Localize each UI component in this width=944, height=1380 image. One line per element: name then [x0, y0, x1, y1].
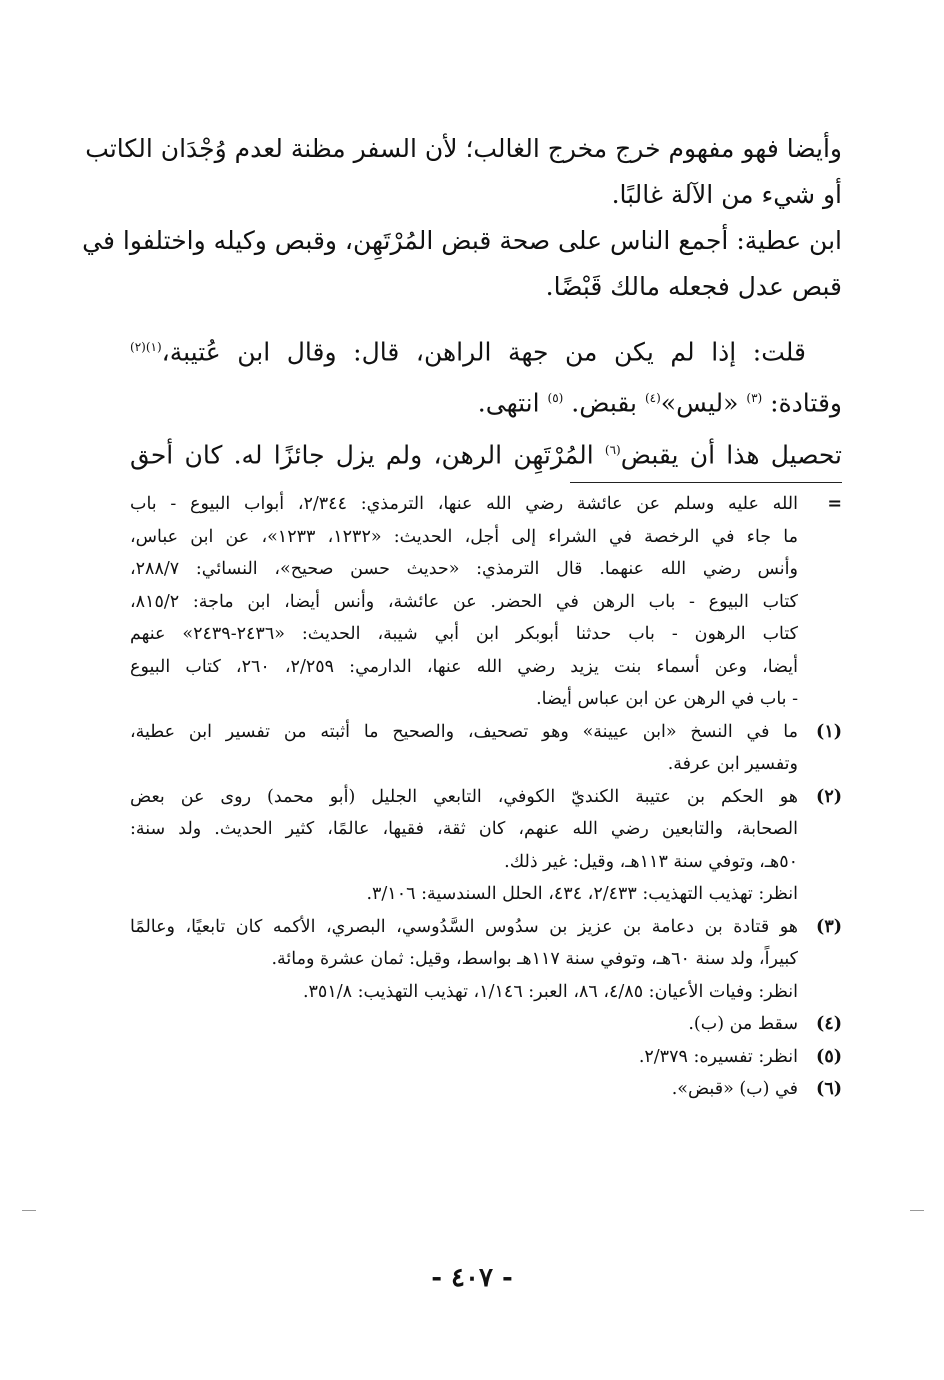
- main-line: [130, 324, 842, 375]
- footnotes: [130, 488, 842, 1106]
- footnote-2: [130, 781, 842, 911]
- footnote-number: (٢): [816, 786, 842, 807]
- footnote-line: هو قتادة بن دعامة بن عزيز بن سدُوس السَّدُوسي، البصري، الأكمه كان تابعيًا، وعالمًا: [130, 916, 798, 937]
- footnote-4: [130, 1008, 842, 1041]
- footnote-line: وأنس رضي الله عنهما. قال الترمذي: «حديث حسن صحيح»، النسائي: ٢٨٨/٧،: [130, 559, 798, 579]
- footnote-line: وتفسير ابن عرفة.: [667, 754, 798, 774]
- line-text: وقتادة:: [770, 388, 842, 418]
- footnote-number: (١): [816, 721, 842, 742]
- main-line: قبص عدل فجعله مالك قَبْضًا.: [545, 272, 842, 301]
- main-line: وأيضا فهو مفهوم خرج مخرج الغالب؛ لأن السفر مظنة لعدم وُجْدَان الكاتب: [85, 134, 842, 163]
- main-line: [130, 427, 842, 478]
- footnote-line: كبيراً، ولد سنة ٦٠هـ، وتوفي سنة ١١٧هـ بواسط، وقيل: ثمان عشرة ومائة.: [271, 949, 798, 969]
- footnote-line: - باب في الرهن عن ابن عباس أيضا.: [536, 689, 798, 709]
- footnote-number: (٥): [816, 1046, 842, 1067]
- footnote-ref: (٥): [547, 391, 564, 406]
- line-text: «ليس»: [660, 388, 739, 418]
- footnote-ref: (٣): [746, 391, 763, 406]
- footnote-line: ما في النسخ «ابن عيينة» وهو تصحيف، والصحيح ما أثبته من تفسير ابن عطية،: [130, 721, 798, 742]
- footnote-line: كتاب البيوع - باب الرهن في الحضر. عن عائشة، وأنس أيضا، ابن ماجة: ٨١٥/٢،: [130, 591, 798, 612]
- footnote-ref: (٤): [644, 391, 661, 406]
- line-text: قلت: إذا لم يكن من جهة الراهن، قال: وقال ابن عُتيبة،: [161, 337, 806, 367]
- footnote-5: [130, 1041, 842, 1074]
- footnote-6: [130, 1073, 842, 1106]
- footnote-number: (٤): [816, 1014, 842, 1034]
- footnote-separator: [570, 482, 842, 483]
- main-line: ابن عطية: أجمع الناس على صحة قبض المُرْتَهِن، وقبص وكيله واختلفوا في: [82, 226, 842, 255]
- margin-mark: [22, 1210, 36, 1211]
- continuation-marker: =: [827, 494, 842, 514]
- footnote-line: في (ب) «قبض».: [671, 1079, 798, 1099]
- line-text: بقبض.: [571, 388, 638, 418]
- line-text: انتهى.: [477, 388, 540, 418]
- footnote-line: انظر: تهذيب التهذيب: ٢/٤٣٣، ٤٣٤، الحلل السندسية: ٣/١٠٦.: [366, 884, 798, 904]
- footnote-line: انظر: تفسيره: ٢/٣٧٩.: [638, 1046, 798, 1067]
- footnote-ref: (١)(٢): [130, 340, 162, 354]
- footnote-line: الله عليه وسلم عن عائشة رضي الله عنها، الترمذي: ٢/٣٤٤، أبواب البيوع - باب: [130, 494, 798, 514]
- page-number: - ٤٠٧ -: [431, 1263, 513, 1293]
- line-text: تحصيل هذا أن يقبض: [620, 439, 842, 469]
- footnote-line: أيضا، وعن أسماء بنت يزيد رضي الله عنها، الدارمي: ٢/٢٥٩، ٢٦٠، كتاب البيوع: [130, 656, 798, 677]
- footnote-line: انظر: وفيات الأعيان: ٤/٨٥، ٨٦، العبر: ١/١٤٦، تهذيب التهذيب: ٣٥١/٨.: [302, 981, 798, 1002]
- footnote-line: الصحابة، والتابعين رضي الله عنهم، كان ثقة، فقيها، عالمًا، كثير الحديث. ولد سنة:: [130, 819, 798, 839]
- line-text: المُرْتَهِن الرهن، ولم يزل جائزًا له. كان أحق: [130, 439, 594, 469]
- footnote-3: [130, 911, 842, 1009]
- footnote-ref: (٦): [604, 442, 621, 457]
- main-text: [82, 126, 842, 478]
- main-line: [130, 375, 842, 426]
- main-line: أو شيء من الآلة غالبًا.: [611, 180, 842, 209]
- footnote-line: ٥٠هـ، وتوفي سنة ١١٣هـ، وقيل: غير ذلك.: [504, 851, 798, 872]
- footnote-line: ما جاء في الرخصة في الشراء إلى أجل، الحديث: «١٢٣٢، ١٢٣٣»، عن ابن عباس،: [130, 526, 798, 547]
- footnote-number: (٦): [816, 1079, 842, 1099]
- footnote-line: سقط من (ب).: [688, 1014, 798, 1034]
- footnote-line: هو الحكم بن عتيبة الكنديّ الكوفي، التابعي الجليل (أبو محمد) روى عن بعض: [130, 786, 798, 807]
- margin-mark: [910, 1210, 924, 1211]
- footnote-line: كتاب الرهون - باب حدثنا أبوبكر ابن أبي شيبة، الحديث: «٢٤٣٦-٢٤٣٩» عنهم: [130, 624, 798, 644]
- footnote-number: (٣): [816, 916, 842, 937]
- footnote-continuation: [130, 488, 842, 716]
- footnote-1: [130, 716, 842, 781]
